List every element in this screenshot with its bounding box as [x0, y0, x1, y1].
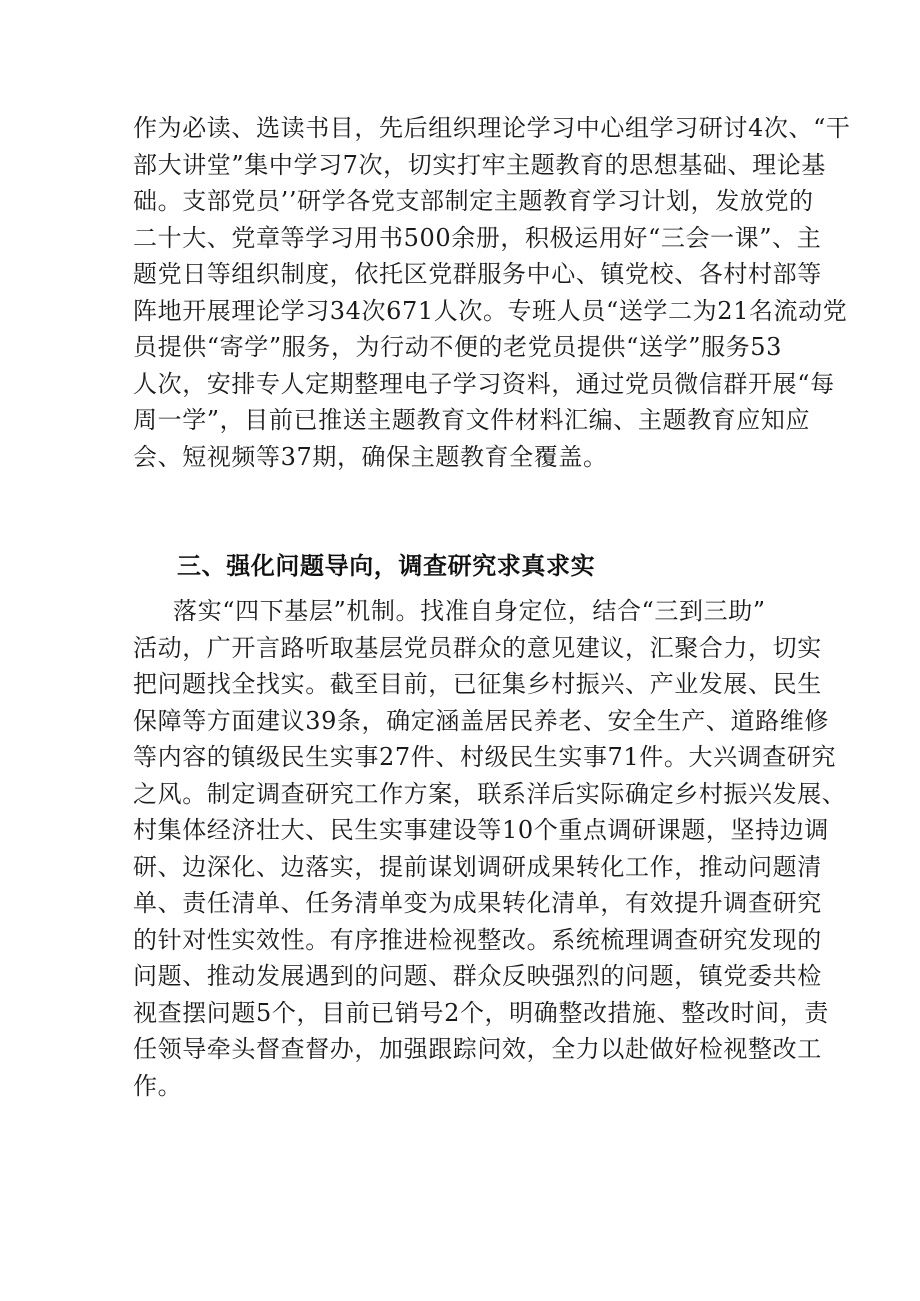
- text-line: 二十大、党章等学习用书500余册，积极运用好“三会一课”、主: [133, 223, 822, 252]
- text-line: 任领导牵头督查督办，加强跟踪问效，全力以赴做好检视整改工: [133, 1035, 822, 1063]
- text-line: 作为必读、选读书目，先后组织理论学习中心组学习研讨4次、“干: [133, 114, 851, 142]
- text-line: 问题、推动发展遇到的问题、群众反映强烈的问题，镇党委共检: [133, 962, 822, 990]
- paragraph-research: [133, 593, 847, 1104]
- text-line: 落实“四下基层”机制。找准自身定位，结合“三到三助”: [173, 597, 766, 625]
- text-line: 之风。制定调查研究工作方案，联系洋后实际确定乡村振兴发展、: [133, 779, 847, 808]
- text-line: 作。: [133, 1071, 183, 1100]
- text-line: 保障等方面建议39条，确定涵盖居民养老、安全生产、道路维修: [133, 706, 829, 735]
- text-line: 员提供“寄学”服务，为行动不便的老党员提供“送学”服务53: [133, 333, 783, 361]
- text-line: 础。支部党员’’研学各党支部制定主题教育学习计划，发放党的: [133, 187, 814, 215]
- text-line: 阵地开展理论学习34次671人次。专班人员“送学二为21名流动党: [133, 296, 848, 325]
- text-line: 村集体经济壮大、民生实事建设等10个重点调研课题，坚持边调: [133, 816, 829, 844]
- text-line: 人次，安排专人定期整理电子学习资料，通过党员微信群开展“每: [133, 369, 835, 398]
- paragraph-study: [133, 110, 851, 475]
- text-line: 部大讲堂”集中学习7次，切实打牢主题教育的思想基础、理论基: [133, 150, 826, 179]
- text-line: 的针对性实效性。有序推进检视整改。系统梳理调查研究发现的: [133, 925, 822, 954]
- text-line: 会、短视频等37期，确保主题教育全覆盖。: [133, 442, 608, 471]
- section-heading: 三、强化问题导向，调查研究求真求实: [177, 552, 596, 580]
- text-line: 单、责任清单、任务清单变为成果转化清单，有效提升调查研究: [133, 889, 822, 917]
- text-line: 把问题找全找实。截至目前，已征集乡村振兴、产业发展、民生: [133, 670, 822, 698]
- text-line: 研、边深化、边落实，提前谋划调研成果转化工作，推动问题清: [133, 852, 822, 881]
- text-line: 等内容的镇级民生实事27件、村级民生实事71件。大兴调查研究: [133, 743, 837, 771]
- text-line: 周一学”，目前已推送主题教育文件材料汇编、主题教育应知应: [133, 406, 811, 434]
- text-line: 视查摆问题5个，目前已销号2个，明确整改措施、整改时间，责: [133, 998, 829, 1027]
- text-line: 活动，广开言路听取基层党员群众的意见建议，汇聚合力，切实: [133, 633, 822, 662]
- text-line: 题党日等组织制度，依托区党群服务中心、镇党校、各村村部等: [133, 260, 822, 288]
